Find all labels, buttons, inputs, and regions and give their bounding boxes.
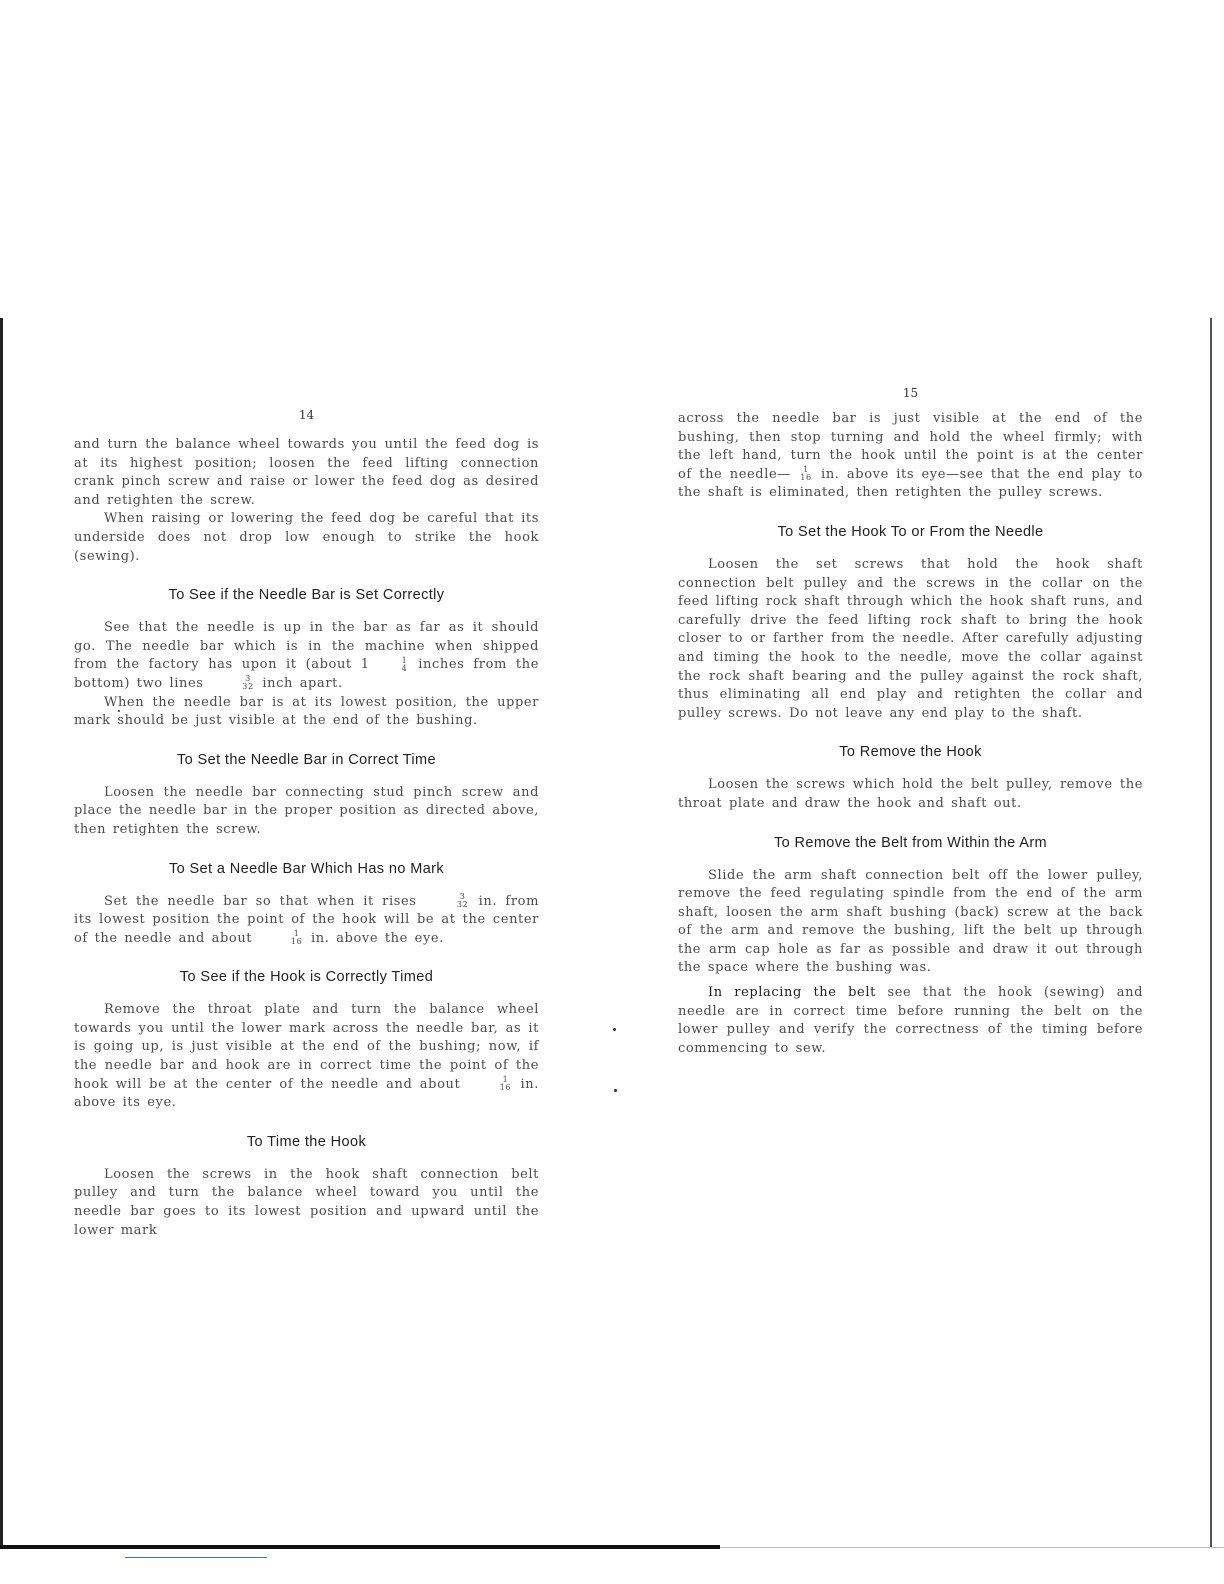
section-heading: To See if the Needle Bar is Set Correctly bbox=[168, 587, 445, 604]
page-number: 15 bbox=[902, 386, 919, 400]
section-heading: To Remove the Hook bbox=[839, 744, 982, 761]
blue-rule bbox=[125, 1557, 267, 1558]
paragraph: See that the needle is up in the bar as far as it should go. The needle bar which is in the machine when shipped from the factory has upon it (about 1 1 4 inches from the bottom) two lines 3 32 inch apart. bbox=[74, 620, 539, 692]
paragraph: Set the needle bar so that when it rises 3 32 in. from its lowest position the point of the hook will be at the center of the needle and about 1 16 in. above the eye. bbox=[74, 892, 539, 947]
scan-edge-right bbox=[1210, 318, 1212, 1548]
scan-bottom-edge bbox=[0, 1545, 720, 1549]
fraction: 1 16 bbox=[800, 465, 812, 483]
gutter-mark bbox=[614, 1089, 617, 1092]
paragraph: Loosen the screws in the hook shaft connection belt pulley and turn the balance wheel toward you until the needle bar goes to its lowest position and upward until the lower mark bbox=[74, 1166, 539, 1238]
paragraph: In replacing the belt see that the hook (sewing) and needle are in correct time before running the belt on the lower pulley and verify the correctness of the timing before commencing to sew. bbox=[678, 985, 1143, 1056]
section-heading: To Remove the Belt from Within the Arm bbox=[773, 834, 1048, 851]
section-heading: To Time the Hook bbox=[246, 1133, 367, 1150]
paragraph: When raising or lowering the feed dog be careful that its underside does not drop low enough to strike the hook (sewing). bbox=[74, 511, 539, 564]
fraction: 1 16 bbox=[499, 1075, 512, 1093]
fraction: 1 4 bbox=[401, 655, 408, 673]
scan-edge-left bbox=[0, 318, 3, 1548]
paragraph: across the needle bar is just visible at the end of the bushing, then stop turning and hold the wheel firmly; with the left hand, turn the hook until the point is at the center of the needle— 1 16 in. above its eye—see that the end play to the shaft is eliminated, then retighten the pulley screws. bbox=[678, 411, 1143, 501]
page-number: 14 bbox=[298, 408, 315, 422]
paragraph: Loosen the needle bar connecting stud pinch screw and place the needle bar in the proper position as directed above, then retighten the screw. bbox=[74, 784, 539, 837]
scan-bottom-edge-thin bbox=[720, 1547, 1224, 1548]
gutter-mark bbox=[613, 1028, 616, 1031]
fraction: 3 32 bbox=[242, 674, 254, 692]
paragraph: Remove the throat plate and turn the balance wheel towards you until the lower mark across the needle bar, as it is going up, is just visible at the end of the bushing; now, if the needle bar and hook are in correct time the point of the hook will be at the center of the needle and about 1 16 in. above its eye. bbox=[74, 1002, 539, 1111]
paragraph: When the needle bar is at its lowest position, the upper mark should be just visible at the end of the bushing. bbox=[74, 694, 539, 729]
section-heading: To See if the Hook is Correctly Timed bbox=[179, 969, 434, 986]
right-page bbox=[678, 386, 1143, 1058]
section-heading: To Set the Hook To or From the Needle bbox=[777, 523, 1044, 540]
paragraph: Slide the arm shaft connection belt off the lower pulley, remove the feed regulating spindle from the end of the arm shaft, loosen the arm shaft bushing (back) screw at the back of the arm and remove the bushing, lift the belt up through the arm cap hole as far as possible and draw it out through the space where the bushing was. bbox=[678, 867, 1143, 976]
lead-phrase: In replacing the belt bbox=[708, 985, 876, 1001]
section-heading: To Set the Needle Bar in Correct Time bbox=[177, 751, 436, 768]
left-page bbox=[74, 408, 539, 1240]
paragraph: Loosen the set screws that hold the hook shaft connection belt pulley and the screws in the collar on the feed lifting rock shaft through which the hook shaft runs, and carefully drive the feed lifting rock shaft to bring the hook closer to or farther from the needle. After carefully adjusting and timing the hook to the needle, move the collar against the rock shaft bearing and the pulley against the rock shaft, thus eliminating all end play and retighten the collar and pulley screws. Do not leave any end play to the shaft. bbox=[678, 556, 1143, 721]
fraction: 1 16 bbox=[290, 929, 303, 947]
paragraph: Loosen the screws which hold the belt pulley, remove the throat plate and draw the hook and shaft out. bbox=[678, 777, 1143, 811]
fraction: 3 32 bbox=[456, 892, 469, 909]
section-heading: To Set a Needle Bar Which Has no Mark bbox=[168, 860, 445, 877]
paragraph: and turn the balance wheel towards you until the feed dog is at its highest position; loosen the feed lifting connection crank pinch screw and raise or lower the feed dog as desired and retighten the screw. bbox=[74, 437, 539, 508]
